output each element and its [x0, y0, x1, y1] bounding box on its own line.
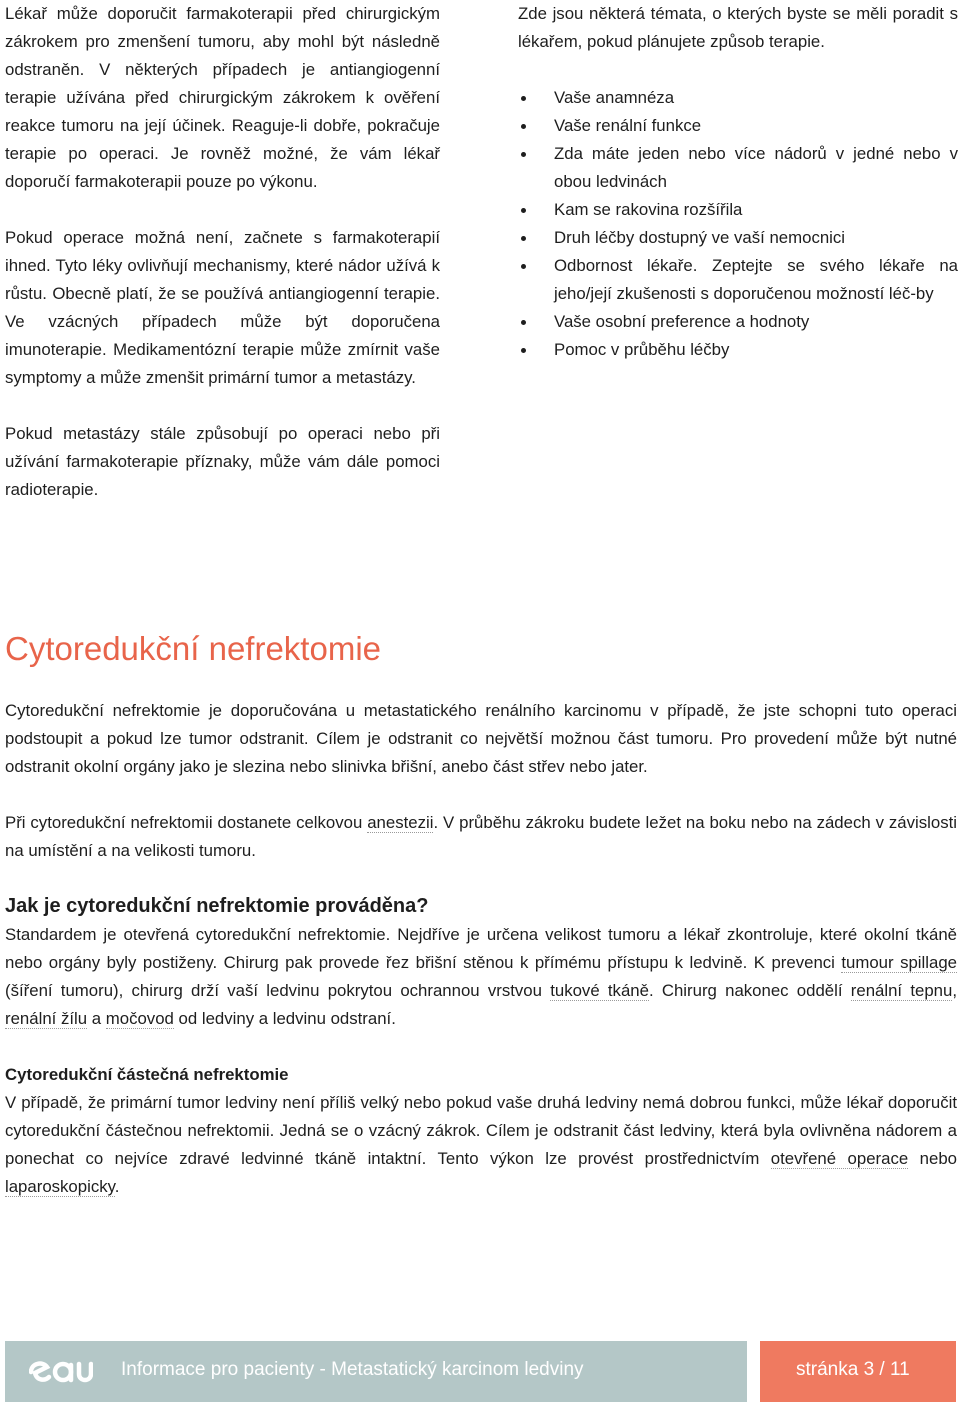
page-number: stránka 3 / 11 [796, 1359, 910, 1380]
glossary-link-renalni-zila[interactable]: renální žílu [5, 1009, 88, 1028]
footer-title: Informace pro pacienty - Metastatický karcinom ledviny [121, 1359, 584, 1380]
glossary-link-tukova-tkan[interactable]: tukové tkáně [550, 981, 649, 1000]
section-paragraph-2: Při cytoredukční nefrektomii dostanete celkovou anestezii. V průběhu zákroku budete ležet na boku nebo na zádech v závislosti na umístění a na velikosti tumoru. [5, 813, 957, 860]
subheading-partial: Cytoredukční částečná nefrektomie [5, 1065, 289, 1084]
left-paragraph-1: Lékař může doporučit farmakoterapii před chirurgickým zákrokem pro zmenšení tumoru, aby mohl být následně odstraněn. V některých případech je antiangiogenní terapie užívána před chirurgickým zákrokem k ověření reakce tumoru na její účinek. Reaguje-li dobře, pokračuje terapie po operaci. Je rovněž možné, že vám lékař doporučí farmakoterapii pouze po výkonu. [5, 4, 440, 191]
section-paragraph-4: V případě, že primární tumor ledviny není příliš velký nebo pokud vaše druhá ledviny nemá dobrou funkci, může lékař doporučit cytoredukční částečnou nefrektomii. Jedná se o vzácný zákrok. Cílem je odstranit část ledviny, která byla ovlivněna nádorem a ponechat co nejvíce zdravé ledvinné tkáně intaktní. Tento výkon lze provést prostřednictvím otevřené operace nebo laparoskopicky. [5, 1093, 957, 1196]
section-title: Cytoredukční nefrektomie [5, 630, 382, 667]
glossary-link-anestezie[interactable]: anestezii [367, 813, 434, 832]
right-column [518, 0, 958, 364]
glossary-link-renalni-tepna[interactable]: renální tepnu [850, 981, 953, 1000]
section-paragraph-3: Standardem je otevřená cytoredukční nefrektomie. Nejdříve je určena velikost tumoru a lékař zkontroluje, které okolní tkáně nebo orgány byly postiženy. Chirurg pak provede řez břišní stěnou k přímému přístupu k ledvině. K prevenci tumour spillage (šíření tumoru), chirurg drží vaší ledvinu pokrytou ochrannou vrstvou tukové tkáně. Chirurg nakonec oddělí renální tepnu, renální žílu a močovod od ledviny a ledvinu odstraní. [5, 925, 957, 1028]
list-item: Vaše osobní preference a hodnoty [518, 308, 958, 336]
left-paragraph-3: Pokud metastázy stále způsobují po operaci nebo při užívání farmakoterapie příznaky, může vám dále pomoci radioterapie. [5, 424, 440, 499]
glossary-link-mocovod[interactable]: močovod [105, 1009, 174, 1028]
footer-bar [5, 1341, 747, 1402]
glossary-link-otevrena-operace[interactable]: otevřené operace [770, 1149, 909, 1168]
glossary-link-tumour-spillage[interactable]: tumour spillage [841, 953, 957, 972]
list-item: Druh léčby dostupný ve vaší nemocnici [518, 224, 958, 252]
list-item: Kam se rakovina rozšířila [518, 196, 958, 224]
list-item: Vaše anamnéza [518, 84, 958, 112]
eau-logo-icon [29, 1357, 93, 1387]
topics-list [518, 84, 958, 364]
section-paragraph-1: Cytoredukční nefrektomie je doporučována u metastatického renálního karcinomu v případě, že jste schopni tuto operaci podstoupit a pokud lze tumor odstranit. Cílem je odstranit co největší možnou část tumoru. Pro provedení může být nutné odstranit okolní orgány jako je slezina nebo slinivka břišní, anebo část střev nebo jater. [5, 701, 957, 776]
left-column [5, 0, 440, 504]
list-item: Vaše renální funkce [518, 112, 958, 140]
glossary-link-laparoskopicky[interactable]: laparoskopicky [5, 1177, 115, 1196]
list-item: Odbornost lékaře. Zeptejte se svého lékaře na jeho/její zkušenosti s doporučenou možností léč-by [518, 252, 958, 308]
list-item: Zda máte jeden nebo více nádorů v jedné nebo v obou ledvinách [518, 140, 958, 196]
subheading-procedure: Jak je cytoredukční nefrektomie prováděna? [5, 895, 429, 917]
page-indicator [760, 1341, 956, 1402]
right-intro: Zde jsou některá témata, o kterých byste se měli poradit s lékařem, pokud plánujete způsob terapie. [518, 4, 958, 51]
left-paragraph-2: Pokud operace možná není, začnete s farmakoterapií ihned. Tyto léky ovlivňují mechanismy, které nádor užívá k růstu. Obecně platí, že se používá antiangiogenní terapie. Ve vzácných případech může být doporučena imunoterapie. Medikamentózní terapie může zmírnit vaše symptomy a může zmenšit primární tumor a metastázy. [5, 228, 440, 387]
list-item: Pomoc v průběhu léčby [518, 336, 958, 364]
